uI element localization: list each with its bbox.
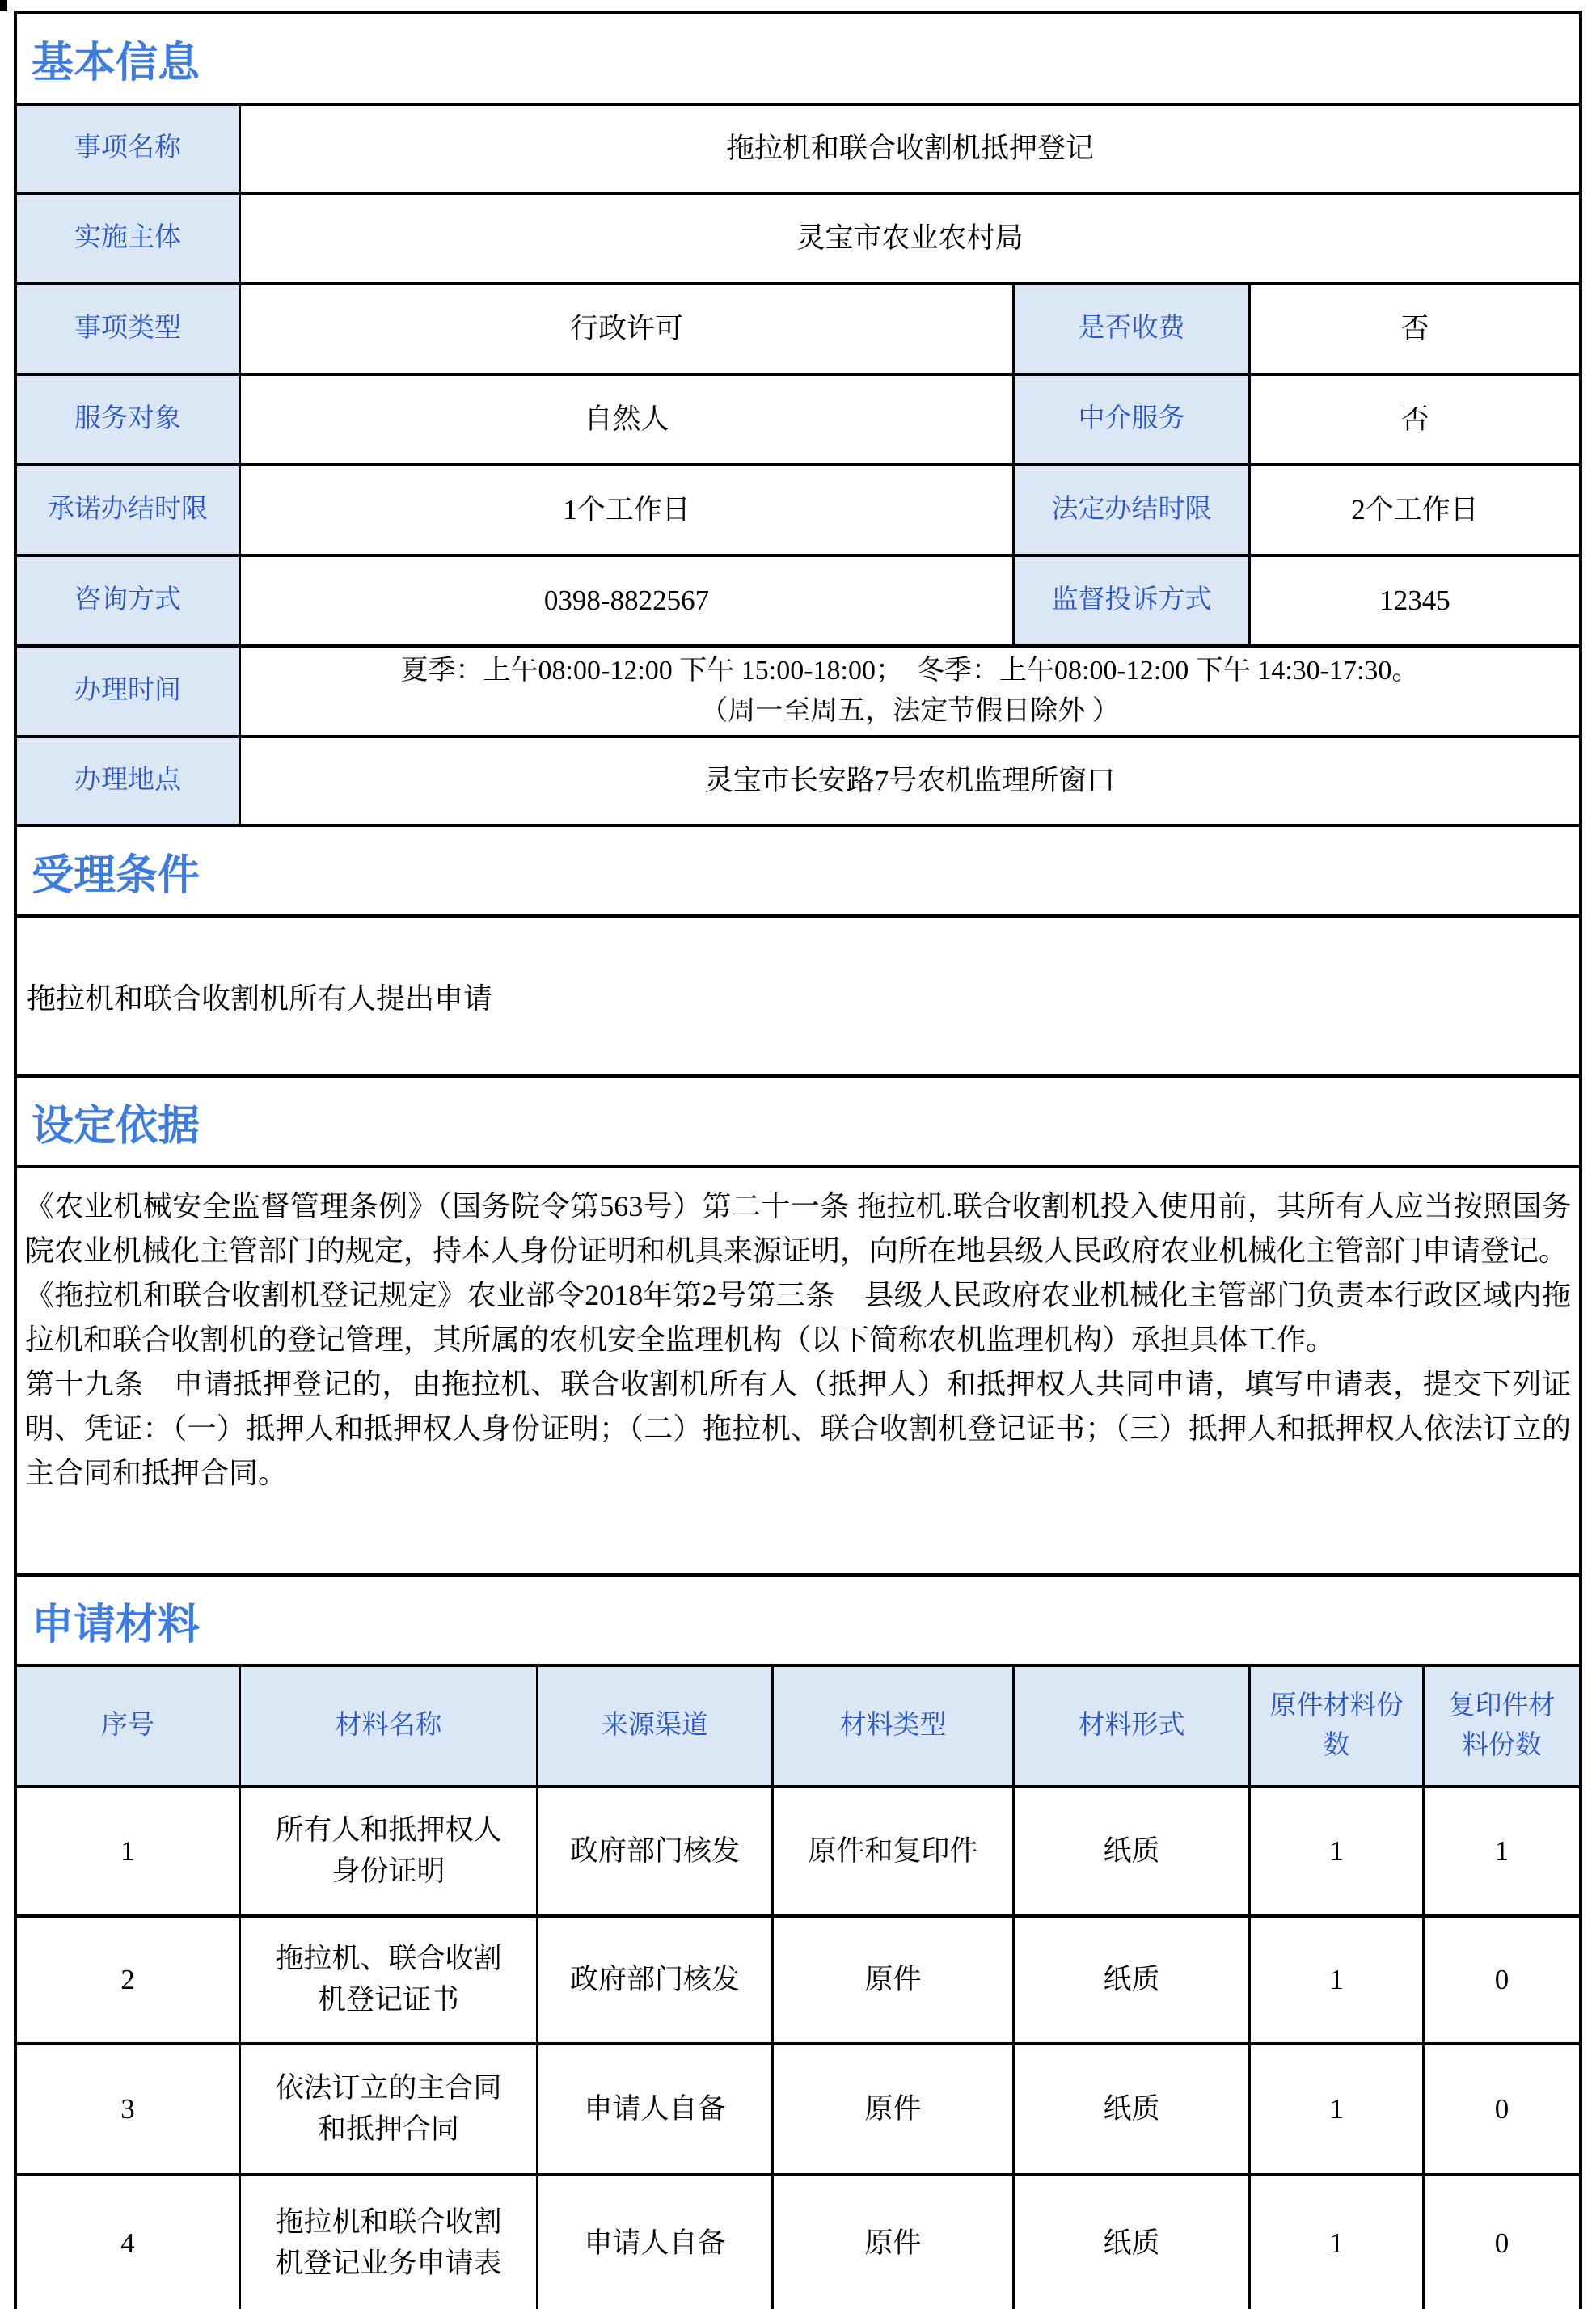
value-service-target: 自然人 — [239, 376, 1012, 463]
label-office-place: 办理地点 — [17, 738, 239, 824]
value-complaint-method: 12345 — [1248, 557, 1579, 644]
material-row-2 — [17, 1914, 1579, 2042]
material-3-name: 依法订立的主合同和抵押合同 — [239, 2045, 536, 2173]
value-item-name: 拖拉机和联合收割机抵押登记 — [239, 106, 1579, 192]
material-1-seq: 1 — [120, 1834, 135, 1867]
material-1-type: 原件和复印件 — [771, 1788, 1012, 1914]
material-3-copy-count: 0 — [1422, 2045, 1579, 2173]
header-original-copies: 原件材料份数 — [1248, 1667, 1422, 1785]
row-service-target-agency — [17, 373, 1579, 463]
materials-header-row — [17, 1664, 1579, 1785]
label-item-type: 事项类型 — [17, 285, 239, 373]
label-item-name: 事项名称 — [17, 106, 239, 192]
label-legal-limit: 法定办结时限 — [1012, 466, 1248, 554]
material-2-seq: 2 — [120, 1963, 135, 1995]
value-charge: 否 — [1248, 285, 1579, 373]
header-photocopy-copies: 复印件材料份数 — [1422, 1667, 1579, 1785]
basis-content — [17, 1165, 1579, 1573]
page-corner-artifact — [0, 0, 7, 11]
basis-paragraph-2: 《拖拉机和联合收割机登记规定》农业部令2018年第2号第三条 县级人民政府农业机械化主管部门负责本行政区域内拖拉机和联合收割机的登记管理，其所属的农机安全监理机构（以下简称农机监理机构）承担具体工作。 — [25, 1279, 1571, 1356]
material-1-copy-count: 1 — [1422, 1788, 1579, 1914]
service-info-document — [14, 11, 1582, 2309]
material-1-original-count: 1 — [1248, 1788, 1422, 1914]
value-office-time — [239, 648, 1579, 735]
material-4-form: 纸质 — [1012, 2176, 1248, 2309]
label-complaint-method: 监督投诉方式 — [1012, 557, 1248, 644]
acceptance-content: 拖拉机和联合收割机所有人提出申请 — [17, 914, 1579, 1074]
section-title-acceptance: 受理条件 — [17, 824, 1579, 914]
value-legal-limit: 2个工作日 — [1248, 466, 1579, 554]
material-2-form: 纸质 — [1012, 1918, 1248, 2042]
value-consult-method: 0398-8822567 — [239, 557, 1012, 644]
material-3-type: 原件 — [771, 2045, 1012, 2173]
material-1-name: 所有人和抵押权人身份证明 — [239, 1788, 536, 1914]
value-office-place: 灵宝市长安路7号农机监理所窗口 — [239, 738, 1579, 824]
header-seq-no: 序号 — [17, 1667, 239, 1785]
material-2-original-count: 1 — [1248, 1918, 1422, 2042]
section-title-basic-info: 基本信息 — [32, 39, 201, 87]
label-office-time: 办理时间 — [17, 648, 239, 735]
material-4-copy-count: 0 — [1422, 2176, 1579, 2309]
material-row-3 — [17, 2042, 1579, 2173]
material-2-source: 政府部门核发 — [536, 1918, 771, 2042]
material-row-4 — [17, 2173, 1579, 2309]
section-title-materials: 申请材料 — [17, 1573, 1579, 1664]
material-4-seq: 4 — [120, 2227, 135, 2259]
material-3-seq: 3 — [120, 2092, 135, 2125]
office-time-line2: （周一至周五，法定节假日除外 ） — [700, 696, 1120, 726]
material-1-form: 纸质 — [1012, 1788, 1248, 1914]
material-4-type: 原件 — [771, 2176, 1012, 2309]
value-agency-service: 否 — [1248, 376, 1579, 463]
row-contact — [17, 554, 1579, 644]
material-4-source: 申请人自备 — [536, 2176, 771, 2309]
material-3-original-count: 1 — [1248, 2045, 1422, 2173]
material-3-form: 纸质 — [1012, 2045, 1248, 2173]
material-3-source: 申请人自备 — [536, 2045, 771, 2173]
value-item-type: 行政许可 — [239, 285, 1012, 373]
material-2-copy-count: 0 — [1422, 1918, 1579, 2042]
value-implementer: 灵宝市农业农村局 — [239, 195, 1579, 282]
basis-paragraph-1: 《农业机械安全监督管理条例》（国务院令第563号）第二十一条 拖拉机.联合收割机投入使用前，其所有人应当按照国务院农业机械化主管部门的规定，持本人身份证明和机具来源证明，向所在地县级人民政府农业机械化主管部门申请登记。 — [25, 1190, 1571, 1267]
label-agency-service: 中介服务 — [1012, 376, 1248, 463]
row-implementer — [17, 192, 1579, 282]
section-title-basis: 设定依据 — [17, 1074, 1579, 1165]
label-consult-method: 咨询方式 — [17, 557, 239, 644]
row-office-time — [17, 644, 1579, 735]
label-implementer: 实施主体 — [17, 195, 239, 282]
label-service-target: 服务对象 — [17, 376, 239, 463]
label-charge: 是否收费 — [1012, 285, 1248, 373]
value-promised-limit: 1个工作日 — [239, 466, 1012, 554]
header-material-type: 材料类型 — [771, 1667, 1012, 1785]
header-material-name: 材料名称 — [239, 1667, 536, 1785]
header-source-channel: 来源渠道 — [536, 1667, 771, 1785]
material-2-name: 拖拉机、联合收割机登记证书 — [239, 1918, 536, 2042]
material-row-1 — [17, 1785, 1579, 1914]
material-1-source: 政府部门核发 — [536, 1788, 771, 1914]
row-time-limits — [17, 463, 1579, 554]
header-material-form: 材料形式 — [1012, 1667, 1248, 1785]
row-item-name — [17, 103, 1579, 192]
basis-paragraph-3: 第十九条 申请抵押登记的，由拖拉机、联合收割机所有人（抵押人）和抵押权人共同申请，填写申请表，提交下列证明、凭证：（一）抵押人和抵押权人身份证明；（二）拖拉机、联合收割机登记证书；（三）抵押人和抵押权人依法订立的主合同和抵押合同。 — [25, 1368, 1571, 1489]
material-4-original-count: 1 — [1248, 2176, 1422, 2309]
label-promised-limit: 承诺办结时限 — [17, 466, 239, 554]
material-4-name: 拖拉机和联合收割机登记业务申请表 — [239, 2176, 536, 2309]
row-item-type-charge — [17, 282, 1579, 373]
material-2-type: 原件 — [771, 1918, 1012, 2042]
office-time-line1: 夏季：上午08:00-12:00 下午 15:00-18:00； 冬季：上午08:00-12:00 下午 14:30-17:30。 — [400, 656, 1420, 686]
row-office-place — [17, 735, 1579, 824]
